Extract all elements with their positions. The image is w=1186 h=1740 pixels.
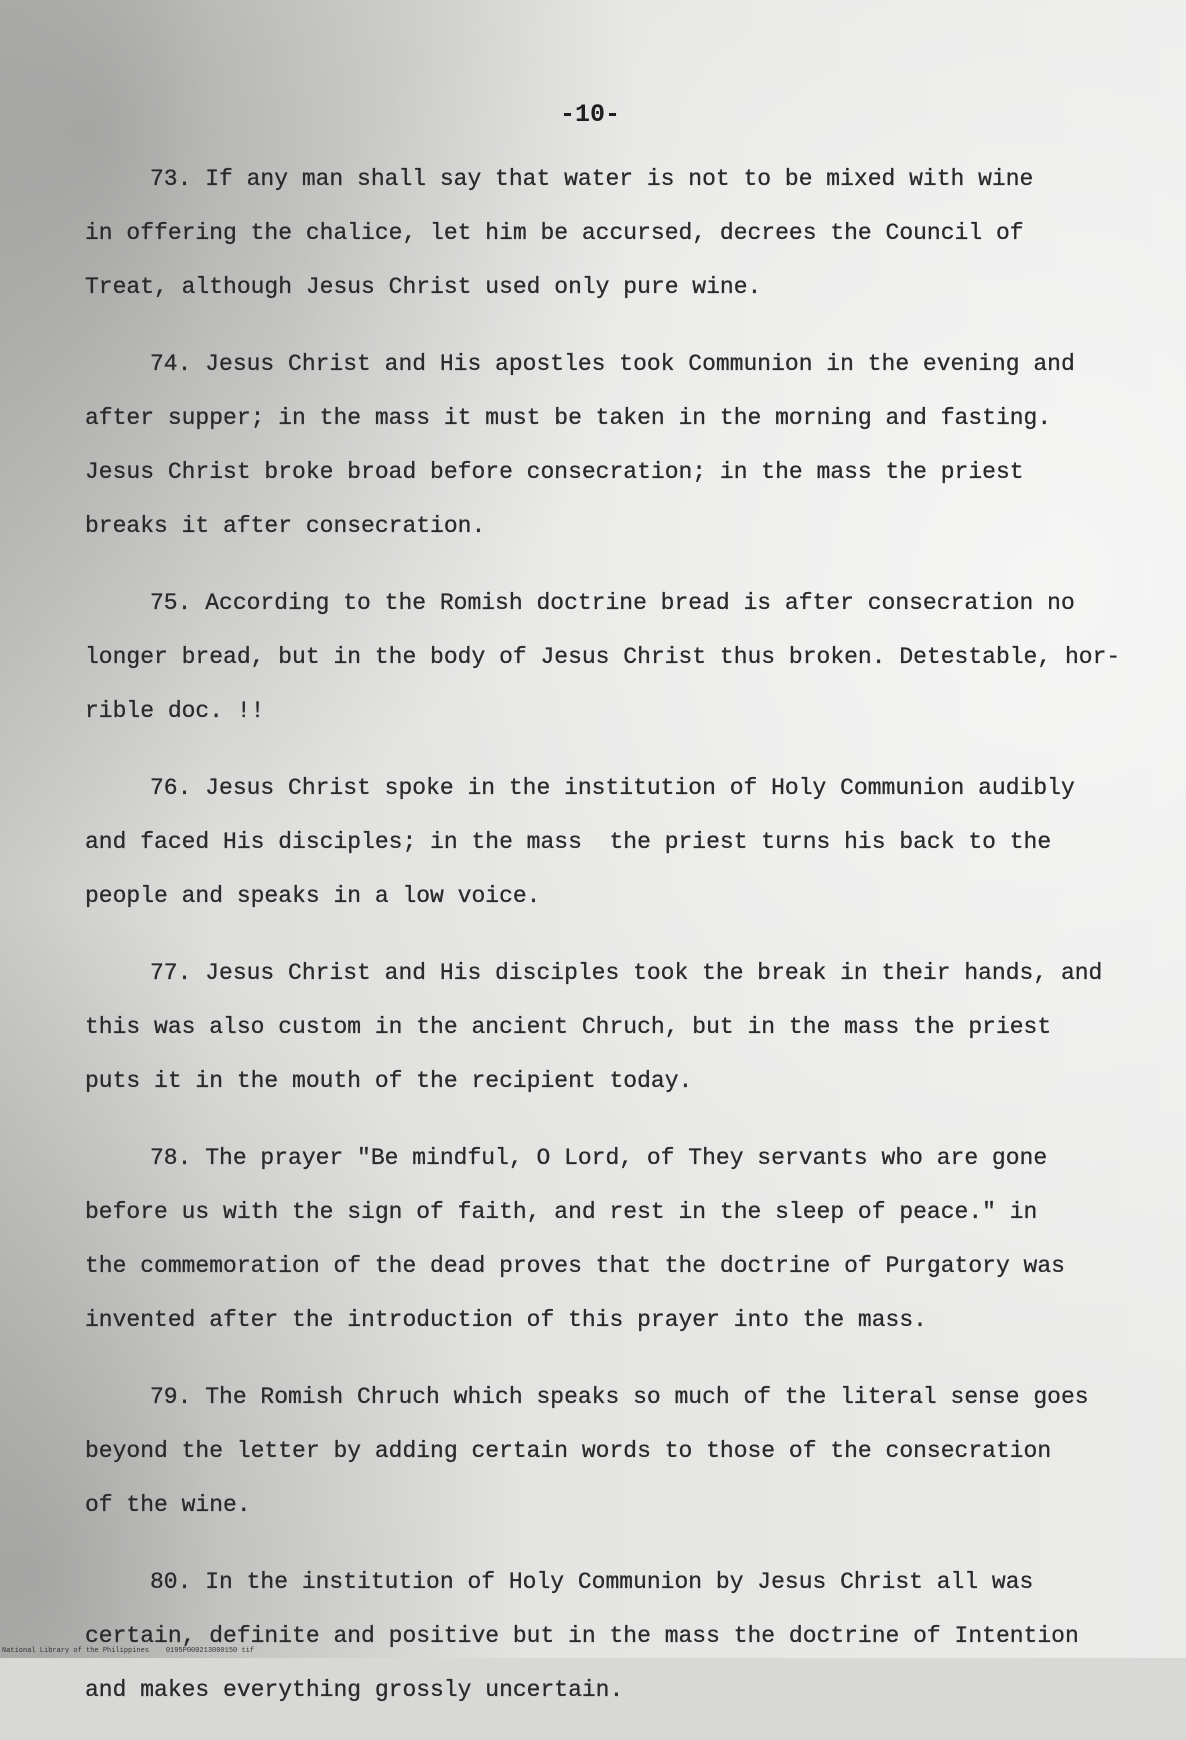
- paragraph-74: [0, 337, 1186, 553]
- paragraph-75: [0, 576, 1186, 738]
- paragraph-line: rible doc. !!: [85, 698, 265, 724]
- paragraph-line: this was also custom in the ancient Chruch, but in the mass the priest: [85, 1014, 1052, 1040]
- paragraph-line: puts it in the mouth of the recipient today.: [85, 1068, 693, 1094]
- paragraph-line: beyond the letter by adding certain words to those of the consecration: [85, 1438, 1052, 1464]
- paragraph-line: after supper; in the mass it must be taken in the morning and fasting.: [85, 405, 1052, 431]
- page-number: -10-: [560, 100, 621, 129]
- paragraph-line: in offering the chalice, let him be accursed, decrees the Council of: [85, 220, 1024, 246]
- paragraph-line: invented after the introduction of this prayer into the mass.: [85, 1307, 927, 1333]
- paragraph-76: [0, 761, 1186, 923]
- paragraph-line: Treat, although Jesus Christ used only pure wine.: [85, 274, 762, 300]
- paragraph-line: the commemoration of the dead proves that the doctrine of Purgatory was: [85, 1253, 1065, 1279]
- paragraph-line: 73. If any man shall say that water is not to be mixed with wine: [150, 166, 1034, 192]
- paragraph-line: 74. Jesus Christ and His apostles took Communion in the evening and: [150, 351, 1075, 377]
- paragraph-line: Jesus Christ broke broad before consecration; in the mass the priest: [85, 459, 1024, 485]
- archive-footer-note: National Library of the Philippines 0195P000213000150 tif: [2, 1647, 255, 1655]
- paragraph-79: [0, 1370, 1186, 1532]
- paragraph-line: of the wine.: [85, 1492, 251, 1518]
- paragraph-line: breaks it after consecration.: [85, 513, 486, 539]
- paragraph-line: certain, definite and positive but in the mass the doctrine of Intention: [85, 1623, 1079, 1649]
- paragraph-line: 77. Jesus Christ and His disciples took the break in their hands, and: [150, 960, 1103, 986]
- paragraph-line: people and speaks in a low voice.: [85, 883, 541, 909]
- paragraph-line: 80. In the institution of Holy Communion by Jesus Christ all was: [150, 1569, 1034, 1595]
- paragraph-line: 75. According to the Romish doctrine bread is after consecration no: [150, 590, 1075, 616]
- paragraph-line: 76. Jesus Christ spoke in the institution of Holy Communion audibly: [150, 775, 1075, 801]
- paragraph-line: longer bread, but in the body of Jesus Christ thus broken. Detestable, hor-: [85, 644, 1121, 670]
- paragraph-80: [0, 1555, 1186, 1717]
- paragraph-line: and faced His disciples; in the mass the priest turns his back to the: [85, 829, 1052, 855]
- paragraph-78: [0, 1131, 1186, 1347]
- paragraph-line: before us with the sign of faith, and rest in the sleep of peace." in: [85, 1199, 1038, 1225]
- paragraph-73: [0, 152, 1186, 314]
- paragraph-line: 79. The Romish Chruch which speaks so much of the literal sense goes: [150, 1384, 1089, 1410]
- paragraph-line: and makes everything grossly uncertain.: [85, 1677, 624, 1703]
- paragraph-line: 78. The prayer "Be mindful, O Lord, of They servants who are gone: [150, 1145, 1048, 1171]
- document-body: [0, 152, 1186, 1740]
- paragraph-77: [0, 946, 1186, 1108]
